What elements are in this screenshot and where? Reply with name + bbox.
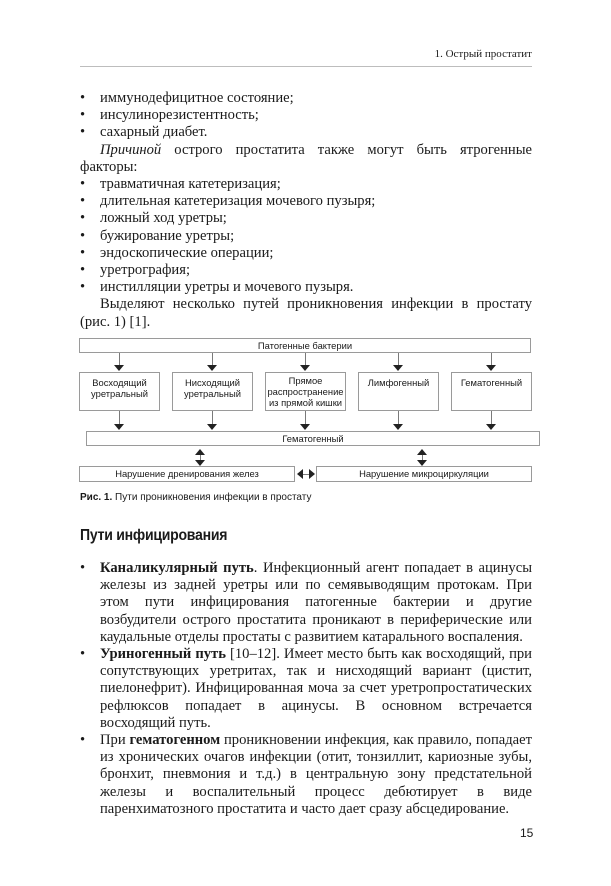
bullet-icon: • bbox=[80, 193, 86, 210]
diagram-box-bottom-right: Нарушение микроциркуляции bbox=[316, 466, 532, 482]
connector-line bbox=[305, 411, 306, 424]
connector-line bbox=[212, 411, 213, 424]
connector-line bbox=[491, 353, 492, 365]
page-number: 15 bbox=[520, 826, 534, 840]
list-item: • бужирование уретры; bbox=[80, 227, 235, 244]
list-item: • уретрография; bbox=[80, 262, 191, 279]
list-item: • ложный ход уретры; bbox=[80, 210, 227, 227]
bullet-icon: • bbox=[80, 244, 86, 261]
connector-line bbox=[491, 411, 492, 424]
connector-line bbox=[398, 353, 399, 365]
diagram-box-bottom-left: Нарушение дренирования желез bbox=[79, 466, 295, 482]
bullet-icon: • bbox=[80, 107, 86, 124]
term: Каналикулярный путь bbox=[100, 560, 254, 576]
bullet-icon: • bbox=[80, 262, 86, 279]
bullet-icon: • bbox=[80, 279, 86, 296]
bullet-icon: • bbox=[80, 176, 86, 193]
arrow-down-icon bbox=[486, 365, 496, 371]
list-item: • инсулинорезистентность; bbox=[80, 107, 259, 124]
chapter-title: 1. Острый простатит bbox=[434, 48, 532, 60]
bullet-icon: • bbox=[80, 646, 86, 663]
arrow-down-icon bbox=[207, 424, 217, 430]
list-item: • Каналикулярный путь. Инфекционный агент попадает в ацинусы железы из задней уретры или по семявыводящим протокам. При этом пути инфицирования патогенные бактерии и другие возбудители острого простатита проникают в периферические или каудальные отделы простаты с развитием катарального воспаления. bbox=[80, 560, 532, 645]
bullet-icon: • bbox=[80, 210, 86, 227]
arrow-up-icon bbox=[417, 449, 427, 455]
bullet-icon: • bbox=[80, 560, 86, 576]
intro-paragraph: Выделяют несколько путей проникновения инфекции в простату (рис. 1) [1]. bbox=[80, 296, 532, 330]
arrow-down-icon bbox=[114, 365, 124, 371]
arrow-left-icon bbox=[297, 469, 303, 479]
arrow-down-icon bbox=[114, 424, 124, 430]
bullet-icon: • bbox=[80, 90, 86, 106]
diagram-box-route: Нисходящий уретральный bbox=[172, 372, 253, 411]
section-title: Пути инфицирования bbox=[80, 527, 228, 544]
list-item: • Уриногенный путь [10–12]. Имеет место быть как восходящий, при сопутствующих уретритах, так и нисходящий вариант (цистит, пиелонефрит). Инфицированная моча за счет уретропростатических рефлюксов попадает в ацинусы. В основном встречается восходящий путь. bbox=[80, 646, 532, 731]
diagram-box-route: Лимфогенный bbox=[358, 372, 439, 411]
arrow-down-icon bbox=[486, 424, 496, 430]
connector-line bbox=[398, 411, 399, 424]
diagram-box-route: Гематогенный bbox=[451, 372, 532, 411]
italic-lead: Причиной bbox=[100, 141, 162, 158]
diagram-box-top: Патогенные бактерии bbox=[79, 338, 531, 353]
list-item: • иммунодефицитное состояние; bbox=[80, 90, 294, 106]
connector-line bbox=[119, 353, 120, 365]
connector-line bbox=[119, 411, 120, 424]
term: гематогенном bbox=[129, 732, 221, 749]
infection-route-list bbox=[80, 560, 532, 818]
connector-line bbox=[303, 474, 309, 475]
iatrogenic-list bbox=[80, 176, 532, 296]
diagram-box-route: Прямое распространение из прямой кишки bbox=[265, 372, 346, 411]
arrow-down-icon bbox=[195, 460, 205, 466]
list-item: • длительная катетеризация мочевого пузыря; bbox=[80, 193, 376, 210]
arrow-down-icon bbox=[207, 365, 217, 371]
figure-caption: Рис. 1. Пути проникновения инфекции в простату bbox=[80, 492, 312, 503]
arrow-down-icon bbox=[300, 424, 310, 430]
arrow-down-icon bbox=[300, 365, 310, 371]
arrow-down-icon bbox=[393, 365, 403, 371]
bullet-icon: • bbox=[80, 124, 86, 141]
list-item: • При гематогенном проникновении инфекция, как правило, попадает из хронических очагов инфекции (отит, тонзиллит, кариозные зубы, бронхит, пневмония и т.д.) в центральную зону предстательной железы и воспалительный процесс дебютирует в виде паренхиматозного простатита и часто дает сразу абсцедирование. bbox=[80, 732, 533, 817]
list-item: • травматичная катетеризация; bbox=[80, 176, 281, 193]
running-head bbox=[80, 46, 532, 67]
cause-paragraph: Причиной острого простатита также могут быть ятрогенные факторы: bbox=[80, 141, 532, 175]
list-item: • сахарный диабет. bbox=[80, 124, 208, 141]
section-text-block bbox=[80, 560, 532, 818]
top-text-block bbox=[80, 90, 532, 331]
bullet-icon: • bbox=[80, 227, 86, 244]
bullet-icon: • bbox=[80, 732, 86, 749]
arrow-right-icon bbox=[309, 469, 315, 479]
connector-line bbox=[422, 455, 423, 460]
figure-label: Рис. 1. bbox=[80, 492, 113, 503]
list-item: • инстилляции уретры и мочевого пузыря. bbox=[80, 279, 354, 296]
connector-line bbox=[200, 455, 201, 460]
risk-factor-list bbox=[80, 90, 532, 142]
arrow-up-icon bbox=[195, 449, 205, 455]
list-item: • эндоскопические операции; bbox=[80, 244, 274, 261]
connector-line bbox=[305, 353, 306, 365]
term: Уриногенный путь bbox=[100, 646, 226, 663]
diagram-box-route: Восходящий уретральный bbox=[79, 372, 160, 411]
arrow-down-icon bbox=[393, 424, 403, 430]
diagram-box-middle: Гематогенный bbox=[86, 431, 540, 446]
arrow-down-icon bbox=[417, 460, 427, 466]
connector-line bbox=[212, 353, 213, 365]
